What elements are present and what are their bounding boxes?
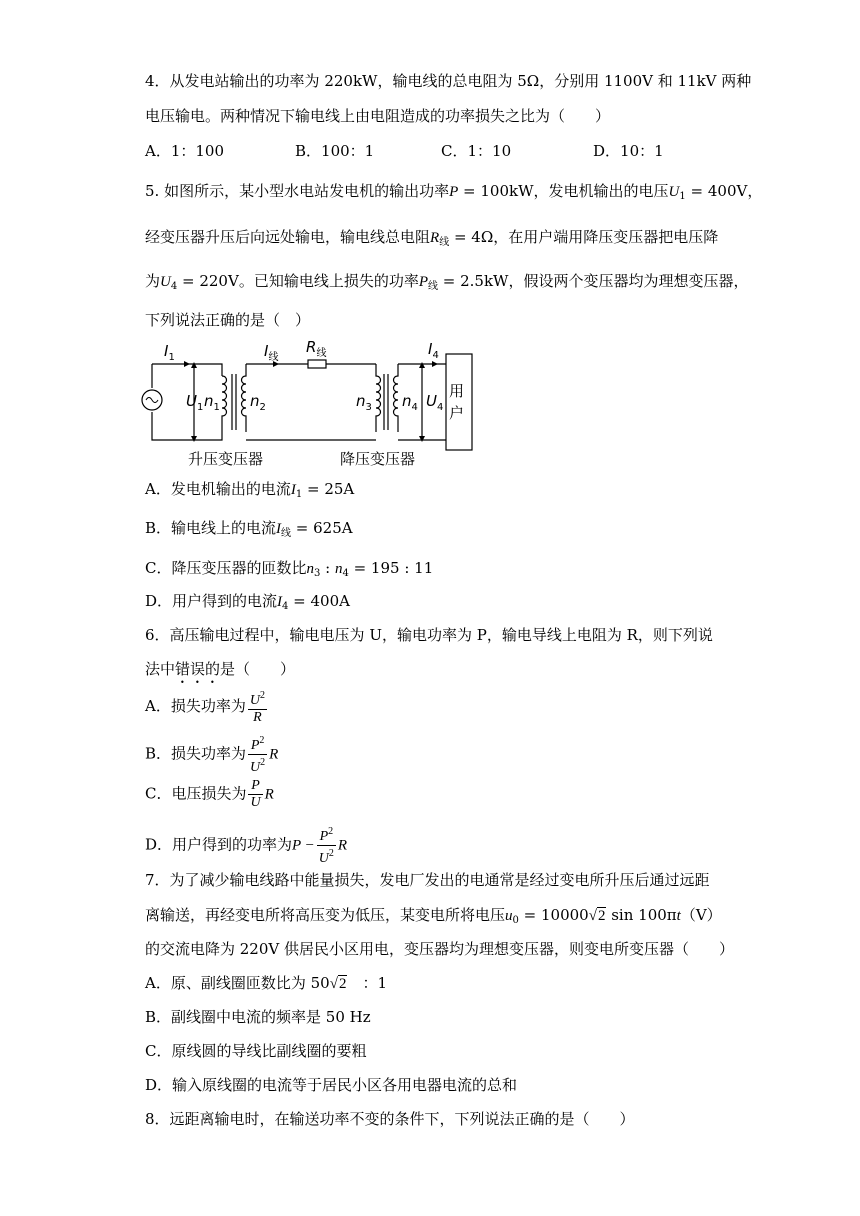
label-n4: $n_4$ [402, 392, 418, 413]
q4-stem-line-1: 4．从发电站输出的功率为 220kW，输电线的总电阻为 5Ω，分别用 1100V 和 11kV 两种 [145, 72, 752, 90]
q6-option-c: C．电压损失为 $\frac{P}{U}$ R [145, 778, 274, 810]
q4-option-c: C．1：10 [441, 142, 512, 160]
q4-option-b: B．100：1 [295, 142, 375, 160]
q4-options [145, 140, 705, 162]
label-n1: $n_1$ [204, 392, 220, 413]
label-i1: $I_1$ [164, 342, 175, 363]
label-n3: $n_3$ [356, 392, 372, 413]
q6-option-d: D．用户得到的功率为P − $\frac{P^2}{U^2}$ R [145, 826, 348, 866]
q6-stem-line-1: 6．高压输电过程中，输电电压为 U，输电功率为 P，输电导线上电阻为 R，则下列说 [145, 626, 713, 644]
q4-option-a: A．1：100 [145, 142, 225, 160]
q7-option-b: B．副线圈中电流的频率是 50 Hz [145, 1008, 371, 1026]
q4-stem-line-2: 电压输电。两种情况下输电线上由电阻造成的功率损失之比为（ ） [145, 107, 611, 125]
q5-option-c: C．降压变压器的匝数比$n_3$ : $n_4 = 195$ : 11 [145, 559, 434, 579]
label-i4: $I_4$ [428, 340, 439, 361]
transmission-circuit-diagram [140, 336, 480, 468]
q7-stem-line-1: 7．为了减少输电线路中能量损失，发电厂发出的电通常是经过变电所升压后通过远距 [145, 871, 710, 889]
q5-stem-line-4: 下列说法正确的是（ ） [145, 311, 311, 329]
q7-stem-line-2: 离输送，再经变电所将高压变为低压，某变电所将电压$u_0 = 10000√2$ sin 100πt（V） [145, 906, 722, 926]
q7-stem-line-3: 的交流电降为 220V 供居民小区用电，变压器均为理想变压器，则变电所变压器（ ） [145, 940, 735, 958]
label-i-line: $I_线$ [264, 342, 279, 363]
label-u4: $U_4$ [426, 392, 444, 413]
q5-option-d: D．用户得到的电流$I_4 = 400A$ [145, 592, 350, 612]
q5-option-a: A．发电机输出的电流$I_1 = 25A$ [145, 480, 355, 500]
label-u1: $U_1$ [186, 392, 204, 413]
q4-option-d: D．10：1 [593, 142, 664, 160]
q7-option-c: C．原线圆的导线比副线圈的要粗 [145, 1042, 367, 1060]
label-n2: $n_2$ [250, 392, 266, 413]
q7-option-d: D．输入原线圈的电流等于居民小区各用电器电流的总和 [145, 1076, 518, 1094]
label-step-down-transformer: 降压变压器 [340, 450, 416, 468]
label-user-1: 用 [449, 382, 465, 400]
emphasized-word: 错误的 [175, 660, 221, 678]
q5-option-b: B．输电线上的电流$I_线 = 625A$ [145, 519, 353, 539]
label-user-2: 户 [449, 404, 465, 422]
q5-stem-line-3: 为$U_4 = 220V$。已知输电线上损失的功率$P_线 = 2.5kW$，假设两个变压器均为理想变压器， [145, 272, 749, 292]
q6-option-a: A．损失功率为 $\frac{U^2}{R}$ [145, 690, 265, 725]
q6-option-b: B．损失功率为 $\frac{P^2}{U^2}$ R [145, 735, 279, 775]
label-step-up-transformer: 升压变压器 [188, 450, 264, 468]
q7-option-a: A．原、副线圈匝数比为 50√2 ：1 [145, 974, 387, 992]
q5-stem-line-2: 经变压器升压后向远处输电，输电线总电阻$R_线 = 4\Omega$，在用户端用降压变压器把电压降 [145, 228, 719, 248]
label-r-line: $R_线$ [306, 338, 327, 359]
q5-stem-line-1: 5. 如图所示，某小型水电站发电机的输出功率P = 100kW，发电机输出的电压$U_1 = 400V$， [145, 182, 763, 202]
q6-stem-line-2: 法中错误的是（ ） [145, 660, 296, 678]
q8-stem-line-1: 8．远距离输电时，在输送功率不变的条件下，下列说法正确的是（ ） [145, 1110, 635, 1128]
